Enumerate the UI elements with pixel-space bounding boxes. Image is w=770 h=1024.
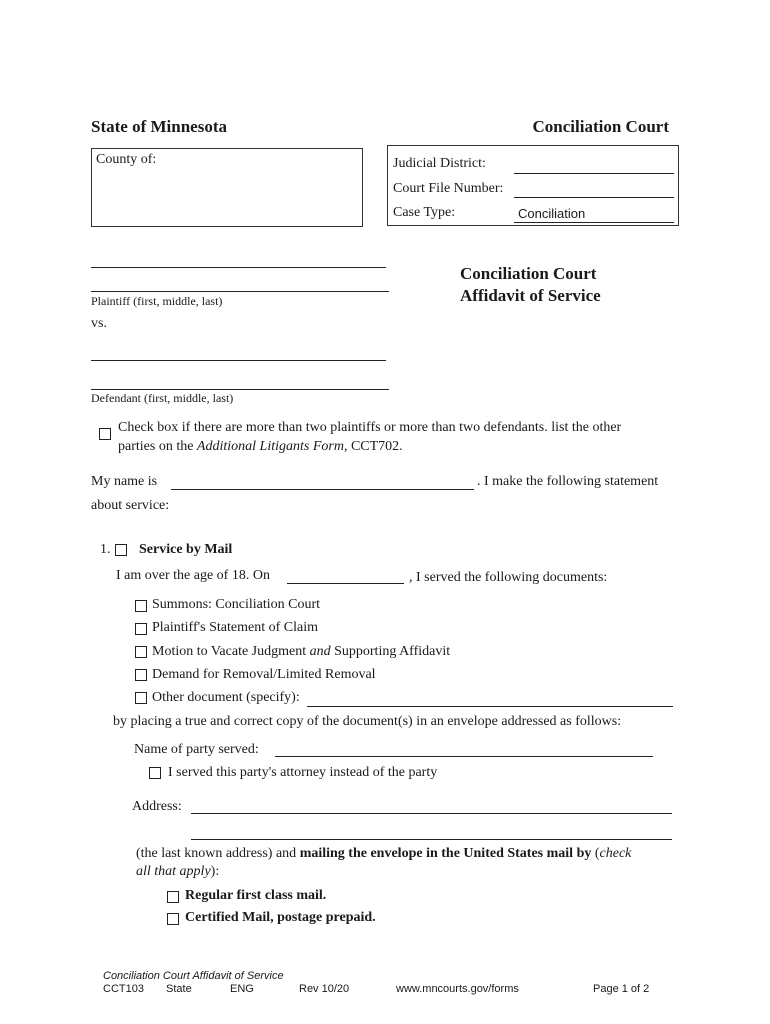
case-type-value: Conciliation	[518, 206, 586, 221]
footer-state: State	[166, 983, 192, 995]
other-document-checkbox[interactable]	[135, 692, 147, 704]
judicial-district-field[interactable]	[514, 173, 674, 174]
attorney-label: I served this party's attorney instead of the party	[168, 765, 438, 780]
additional-litigants-checkbox[interactable]	[99, 428, 111, 440]
footer-page: Page 1 of 2	[593, 983, 650, 995]
footer-rev: Rev 10/20	[299, 983, 350, 995]
my-name-label: My name is	[91, 474, 158, 489]
last-known-address-text: (the last known address) and mailing the envelope in the United States mail by (check	[136, 846, 632, 861]
service-by-mail-checkbox[interactable]	[115, 544, 127, 556]
court-file-number-field[interactable]	[514, 197, 674, 198]
last-known-address-text-2: all that apply):	[136, 864, 220, 879]
footer-code: CCT103	[103, 983, 144, 995]
service-by-mail-heading: Service by Mail	[139, 542, 233, 557]
summons-label: Summons: Conciliation Court	[152, 597, 321, 612]
demand-for-removal-label: Demand for Removal/Limited Removal	[152, 667, 376, 682]
about-service-text: about service:	[91, 498, 170, 513]
defendant-label: Defendant (first, middle, last)	[91, 391, 234, 405]
my-name-field[interactable]	[171, 489, 474, 490]
placing-text: by placing a true and correct copy of the document(s) in an envelope addressed as follows:	[113, 714, 622, 729]
judicial-district-label: Judicial District:	[393, 156, 486, 171]
plaintiff-label: Plaintiff (first, middle, last)	[91, 294, 223, 308]
form-title-line2: Affidavit of Service	[460, 286, 601, 305]
party-served-label: Name of party served:	[134, 742, 259, 757]
address-label: Address:	[132, 799, 182, 814]
footer-lang: ENG	[230, 983, 254, 995]
attorney-checkbox[interactable]	[149, 767, 161, 779]
case-info-box	[387, 145, 679, 226]
certified-mail-checkbox[interactable]	[167, 913, 179, 925]
motion-to-vacate-checkbox[interactable]	[135, 646, 147, 658]
address-field-1[interactable]	[191, 813, 672, 814]
footer-title: Conciliation Court Affidavit of Service	[103, 970, 284, 982]
age-statement-suffix: , I served the following documents:	[409, 570, 608, 585]
county-label: County of:	[96, 152, 157, 167]
summons-checkbox[interactable]	[135, 600, 147, 612]
regular-mail-label: Regular first class mail.	[185, 888, 327, 903]
defendant-line-2[interactable]	[91, 389, 389, 390]
vs-label: vs.	[91, 316, 107, 331]
service-date-field[interactable]	[287, 583, 404, 584]
other-document-label: Other document (specify):	[152, 690, 300, 705]
defendant-line-1[interactable]	[91, 360, 386, 361]
demand-for-removal-checkbox[interactable]	[135, 669, 147, 681]
additional-litigants-text-2: parties on the Additional Litigants Form, CCT702.	[118, 439, 403, 454]
case-type-label: Case Type:	[393, 205, 456, 220]
party-served-field[interactable]	[275, 756, 653, 757]
statement-suffix: . I make the following statement	[477, 474, 659, 489]
plaintiff-line-2[interactable]	[91, 291, 389, 292]
certified-mail-label: Certified Mail, postage prepaid.	[185, 910, 376, 925]
section-number: 1.	[100, 542, 111, 557]
motion-to-vacate-label: Motion to Vacate Judgment and Supporting Affidavit	[152, 644, 451, 659]
county-box[interactable]	[91, 148, 363, 227]
address-field-2[interactable]	[191, 839, 672, 840]
statement-of-claim-label: Plaintiff's Statement of Claim	[152, 620, 318, 635]
other-document-field[interactable]	[307, 706, 673, 707]
court-title: Conciliation Court	[532, 117, 669, 136]
regular-mail-checkbox[interactable]	[167, 891, 179, 903]
state-title: State of Minnesota	[91, 117, 227, 136]
court-file-number-label: Court File Number:	[393, 181, 504, 196]
statement-of-claim-checkbox[interactable]	[135, 623, 147, 635]
age-statement-prefix: I am over the age of 18. On	[116, 568, 270, 583]
plaintiff-line-1[interactable]	[91, 267, 386, 268]
additional-litigants-text: Check box if there are more than two plaintiffs or more than two defendants. list the other	[118, 420, 622, 435]
footer-url[interactable]: www.mncourts.gov/forms	[396, 983, 519, 995]
case-type-field[interactable]	[514, 222, 674, 223]
form-title-line1: Conciliation Court	[460, 264, 597, 283]
